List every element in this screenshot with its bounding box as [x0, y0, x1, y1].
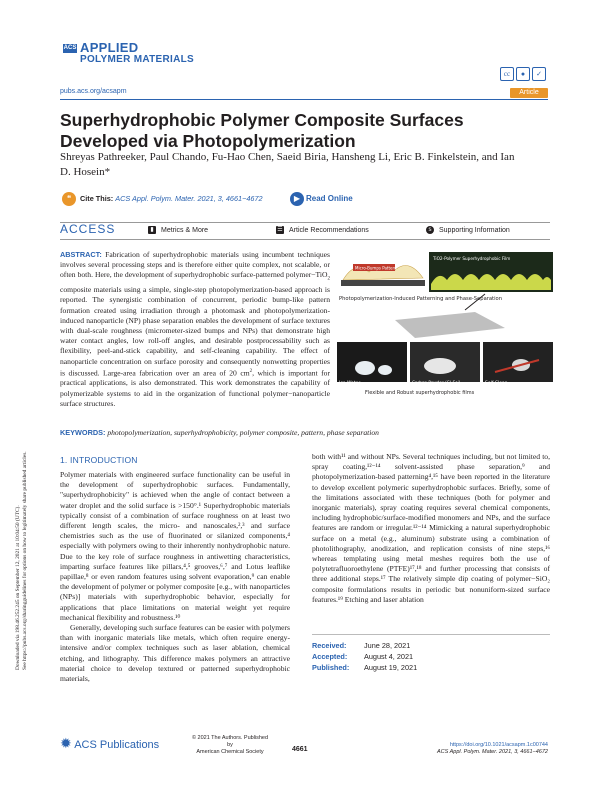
- body-column-1: [60, 470, 290, 684]
- acs-logo-icon: ✹: [60, 735, 72, 751]
- panel3-label: Self-Clean: [485, 381, 508, 386]
- droplet-3: [424, 358, 456, 374]
- copyright: © 2021 The Authors. Published by American Chemical Society: [191, 735, 269, 755]
- panel-ice-water: [337, 342, 407, 382]
- film-base: [341, 280, 425, 286]
- cite-this[interactable]: Cite This: ACS Appl. Polym. Mater. 2021, 3, 4661−4672: [80, 194, 263, 203]
- abstract-text: ABSTRACT: Fabrication of superhydrophobic materials using incumbent techniques involves several processing steps and is therefore either quite complex, not scalable, or often both. Here, the development of superhydrophobic surface-patterned polymer−TiO$_2$ composite materials using a simple, single-step photopolymerization-based approach is reported. The synergistic combination of concurrent, periodic bump-like pattern formation created using irradiation through a photomask and photopolymerization-induced nanoparticle (NP) phase separation enables the development of surface textures with dual-scale roughness (micrometer-sized bumps and NPs) that demonstrate high water contact angles, low roll-off angles, and desirable postprocessability such as flexibility, peel-and-stick capability, and self-cleaning capability. The effect of nanoparticle concentration on surface porosity and consequently nonwetting properties is discussed. Large-area fabrication over an area of 20 $cm^2$, which is important for practical applications, is also demonstrated. This work demonstrates the capability of polymerizable systems to aid in the organization of functional polymer−nanoparticle surface structures.: [60, 250, 330, 408]
- doi-link[interactable]: https://doi.org/10.1021/acsapm.1c00744: [449, 742, 548, 748]
- acs-publications-logo: ✹ ACS Publications: [60, 735, 160, 751]
- read-online-link[interactable]: Read Online: [306, 194, 353, 203]
- recommendations-icon: ☰: [277, 227, 283, 233]
- droplet-2: [378, 365, 392, 375]
- recommendations-link[interactable]: ☰ Article Recommendations: [277, 226, 369, 234]
- article-type-badge: Article: [510, 88, 548, 98]
- download-notice-svg: [12, 220, 28, 670]
- cc-icon[interactable]: cc: [500, 67, 514, 81]
- cite-icon[interactable]: ❝: [62, 192, 76, 206]
- download-line-1: Downloaded via 198.46.252.245 on September 12, 2021 at 10:04:50 (UTC).: [15, 505, 21, 670]
- toc-bottom-label: Flexible and Robust superhydrophobic films: [365, 390, 475, 396]
- lock-icon[interactable]: ●: [516, 67, 530, 81]
- supporting-info-icon: s: [426, 226, 434, 234]
- metrics-link[interactable]: ▮ Metrics & More: [148, 226, 208, 234]
- supporting-info-link[interactable]: s Supporting Information: [426, 226, 510, 234]
- intro-paragraph-3: both with¹¹ and without NPs. Several techniques including, but not limited to, spray coating,¹²⁻¹⁴ solvent-assisted phase separation,⁹ and photopolymerization-based patterning⁴,¹⁵ have been reported in the literature to develop excellent polymeric superhydrophobic surfaces. Briefly, some of the limitations associated with these techniques (both for polymer and inorganic materials), spray coating requires several chemical components, including hydrophobic/surface-modified monomers and NPs, and the surface features are random or irregular.¹²⁻¹⁴ Mimicking a natural superhydrophobic surface on a metal (e.g., aluminum) substrate using a combination of photolithography, anodization, and replication consists of nine steps,¹⁶ whereas templating using metal meshes requires both the use of polytetrafluoroethylene (PTFE)¹⁷,¹⁸ and further processing that consists of three additional steps.¹⁷ The relatively simple dip coating of polymer−SiO₂ composite formulations results in periodic but nonuniform-sized surface features.¹⁹ Etching and laser ablation: [312, 452, 550, 604]
- intro-paragraph-2: Generally, developing such surface features can be easier with polymers than with inorganic materials like metals, which often require energy-intensive and/or complex techniques such as laser ablation, chemical etching, and lithography. This difference makes polymers an attractive material choice to develop textured or patterned superhydrophobic materials,: [60, 623, 290, 684]
- ok-icon[interactable]: ✓: [532, 67, 546, 81]
- intro-paragraph-1: Polymer materials with engineered surface functionality can be useful in the development of superhydrophobic surfaces. Fundamentally, "superhydrophobicity" is achieved when the angle of contact between a water droplet and the solid surface is >150°.¹ Superhydrophobic materials typically consist of a combination of surface roughness on at least two different length scales, the micro- and nanoscales,²,³ and surface chemistries such as the use of fluorinated or silanized components,⁴ especially with polymers owing to their inherently nonhydrophobic nature. Due to the key role of surface roughness in antiwetting characteristics, imparting surface features like pillars,⁴,⁵ grooves,⁶,⁷ and Lotus leaflike papillae,⁸ or even random features using solvent evaporation,⁹ can enable the development of polymer or polymer composite [e.g., with nanoparticles (NPs)] materials with superhydrophobic behavior, especially for applications that place limitations on material weight yet require mechanical flexibility and robustness.¹⁰: [60, 470, 290, 622]
- toc-graphic-svg: [335, 250, 555, 398]
- acs-logo-tag: ACS: [63, 45, 77, 51]
- header-rule: [60, 99, 548, 100]
- author-list: Shreyas Pathreeker, Paul Chando, Fu-Hao Chen, Saeid Biria, Hansheng Li, Eric B. Finkelstein, and Ian D. Hosein*: [60, 151, 515, 178]
- article-dates: Received: June 28, 2021 Accepted: August 4, 2021 Published: August 19, 2021: [312, 634, 550, 673]
- droplet-1: [355, 361, 375, 375]
- body-column-2: [312, 452, 550, 605]
- access-label: ACCESS: [60, 222, 116, 236]
- mask-label: Micro-Bumps Pattern: [355, 265, 397, 271]
- read-online-icon[interactable]: ▶: [290, 192, 304, 206]
- film-label: TiO2-Polymer Superhydrophobic Film: [433, 256, 511, 261]
- journal-name-line2: POLYMER MATERIALS: [80, 54, 194, 65]
- license-icons: [500, 67, 546, 81]
- panel1-label: Ice Water: [339, 381, 361, 386]
- keywords: KEYWORDS: photopolymerization, superhydrophobicity, polymer composite, pattern, phase separation: [60, 428, 379, 437]
- metrics-icon: ▮: [148, 226, 156, 234]
- panel2-label: Carbon Powder (C) Soil: [412, 380, 461, 385]
- journal-name-line1: APPLIED: [80, 40, 139, 55]
- article-title: Superhydrophobic Polymer Composite Surfaces Developed via Photopolymerization: [60, 110, 464, 151]
- site-link[interactable]: pubs.acs.org/acsapm: [60, 88, 127, 95]
- section-heading: 1. INTRODUCTION: [60, 455, 138, 465]
- page-number: 4661: [292, 746, 308, 753]
- download-notice: [12, 220, 28, 670]
- footer-citation: https://doi.org/10.1021/acsapm.1c00744 ACS Appl. Polym. Mater. 2021, 3, 4661−4672: [436, 742, 548, 755]
- download-line-2: See https://pubs.acs.org/sharingguidelines for options on how to legitimately share published articles.: [22, 451, 28, 670]
- pip-label: Photopolymerization-Induced Patterning and Phase-Separation: [339, 296, 502, 302]
- toc-graphic: [335, 250, 555, 398]
